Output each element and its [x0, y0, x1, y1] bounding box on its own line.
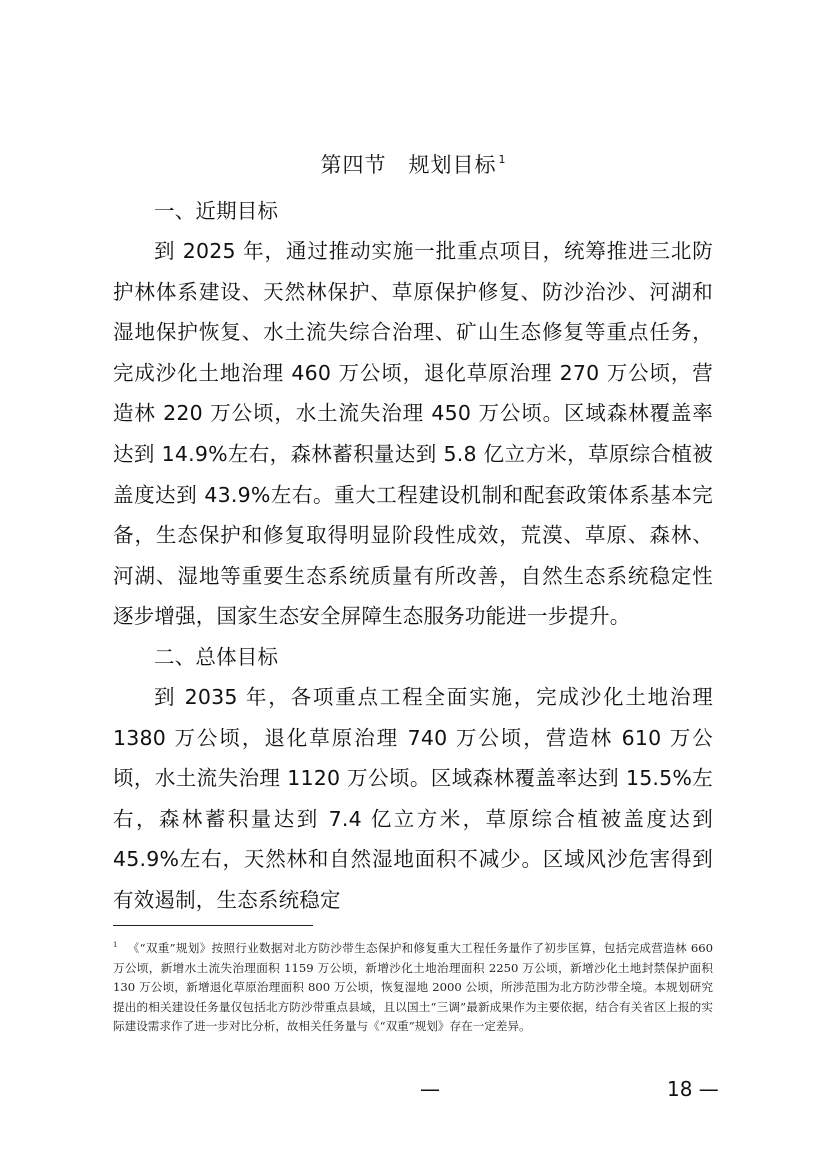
footnote-divider — [113, 925, 313, 926]
near-term-heading: 一、近期目标 — [154, 199, 279, 223]
footnote-marker: 1 — [113, 941, 118, 949]
footnote-reference[interactable]: 1 — [498, 153, 506, 166]
section-title-text: 第四节 规划目标 — [320, 153, 497, 177]
page-number-dash: — — [420, 1077, 440, 1101]
overall-heading: 二、总体目标 — [154, 645, 279, 669]
overall-paragraph: 到 2035 年，各项重点工程全面实施，完成沙化土地治理 1380 万公顷，退化草原治理 740 万公顷，营造林 610 万公顷，水土流失治理 1120 万公顷。区域森林覆盖率达到 15.5%左右，森林蓄积量达到 7.4 亿立方米，草原综合植被盖度达到 45.9%左右，天然林和自然湿地面积不减少。区域风沙危害得到有效遏制，生态系统稳定 — [113, 685, 713, 912]
footnote — [113, 936, 713, 1037]
footnote-text: 《“双重”规划》按照行业数据对北方防沙带生态保护和修复重大工程任务量作了初步匡算，包括完成营造林 660 万公顷，新增水土流失治理面积 1159 万公顷，新增沙化土地治理面积 2250 万公顷，新增沙化土地封禁保护面积 130 万公顷，新增退化草原治理面积 800 万公顷，恢复湿地 2000 公顷，所涉范围为北方防沙带全境。本规划研究提出的相关建设任务量仅包括北方防沙带重点县域，且以国土“三调”最新成果作为主要依据，结合有关省区上报的实际建设需求作了进一步对比分析，故相关任务量与《“双重”规划》存在一定差异。 — [113, 941, 713, 1033]
near-term-paragraph: 到 2025 年，通过推动实施一批重点项目，统筹推进三北防护林体系建设、天然林保护、草原保护修复、防沙治沙、河湖和湿地保护恢复、水土流失综合治理、矿山生态修复等重点任务，完成沙化土地治理 460 万公顷，退化草原治理 270 万公顷，营造林 220 万公顷，水土流失治理 450 万公顷。区域森林覆盖率达到 14.9%左右，森林蓄积量达到 5.8 亿立方米，草原综合植被盖度达到 43.9%左右。重大工程建设机制和配套政策体系基本完备，生态保护和修复取得明显阶段性成效，荒漠、草原、森林、河湖、湿地等重要生态系统质量有所改善，自然生态系统稳定性逐步增强，国家生态安全屏障生态服务功能进一步提升。 — [113, 239, 713, 629]
page-number-label: 18 — — [667, 1077, 719, 1101]
section-title — [0, 146, 826, 179]
